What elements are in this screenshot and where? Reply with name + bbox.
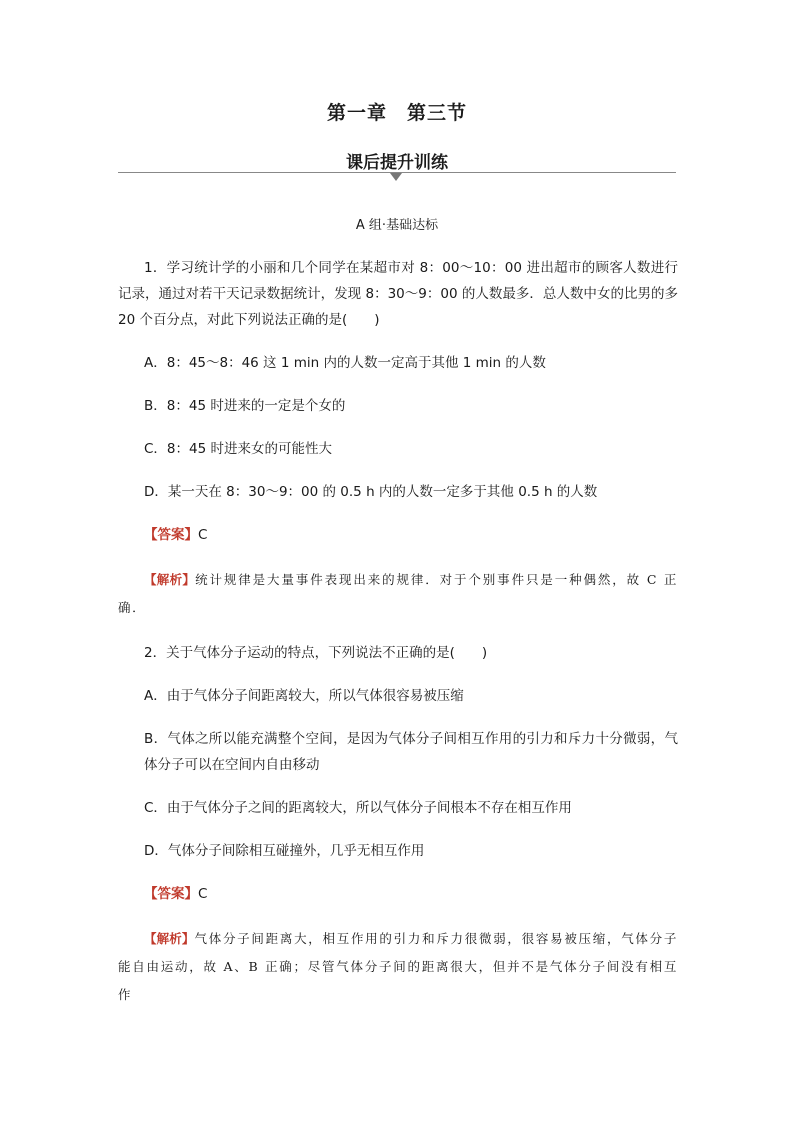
option-d: D．气体分子间除相互碰撞外，几乎无相互作用 xyxy=(144,843,425,859)
analysis xyxy=(118,925,678,1009)
question-list xyxy=(118,255,678,1009)
answer-value: C xyxy=(198,886,208,902)
answer xyxy=(118,881,678,907)
analysis-tag: 【解析】 xyxy=(144,931,195,946)
divider-arrow-icon xyxy=(390,173,402,181)
analysis xyxy=(118,566,678,622)
option-b: B．8：45 时进来的一定是个女的 xyxy=(144,398,346,414)
question-stem: 2．关于气体分子运动的特点，下列说法不正确的是( ) xyxy=(144,645,488,661)
group-title: A 组·基础达标 xyxy=(355,218,439,233)
answer xyxy=(118,522,678,548)
question-2 xyxy=(118,640,678,1009)
answer-tag: 【答案】 xyxy=(144,527,198,543)
option-a: A．8：45～8：46 这 1 min 内的人数一定高于其他 1 min 的人数 xyxy=(144,355,546,371)
analysis-text: 统计规律是大量事件表现出来的规律．对于个别事件只是一种偶然，故 C 正确． xyxy=(118,572,678,615)
option-b: B．气体之所以能充满整个空间，是因为气体分子间相互作用的引力和斥力十分微弱，气体分子可以在空间内自由移动 xyxy=(144,731,678,773)
answer-value: C xyxy=(198,527,208,543)
analysis-tag: 【解析】 xyxy=(144,572,196,587)
question-stem: 1．学习统计学的小丽和几个同学在某超市对 8：00～10：00 进出超市的顾客人数进行记录，通过对若干天记录数据统计，发现 8：30～9：00 的人数最多．总人数中女的比男的多 20 个百分点，对此下列说法正确的是( ) xyxy=(118,260,678,328)
option-d: D．某一天在 8：30～9：00 的 0.5 h 内的人数一定多于其他 0.5 h 的人数 xyxy=(144,484,598,500)
question-1 xyxy=(118,255,678,622)
answer-tag: 【答案】 xyxy=(144,886,198,902)
chapter-title: 第一章 第三节 xyxy=(326,102,467,124)
option-c: C．由于气体分子之间的距离较大，所以气体分子间根本不存在相互作用 xyxy=(144,800,572,816)
analysis-text: 气体分子间距离大，相互作用的引力和斥力很微弱，很容易被压缩，气体分子能自由运动，故 A、B 正确；尽管气体分子间的距离很大，但并不是气体分子间没有相互作 xyxy=(118,931,678,1002)
section-title: 课后提升训练 xyxy=(346,153,448,173)
option-c: C．8：45 时进来女的可能性大 xyxy=(144,441,332,457)
option-a: A．由于气体分子间距离较大，所以气体很容易被压缩 xyxy=(144,688,464,704)
